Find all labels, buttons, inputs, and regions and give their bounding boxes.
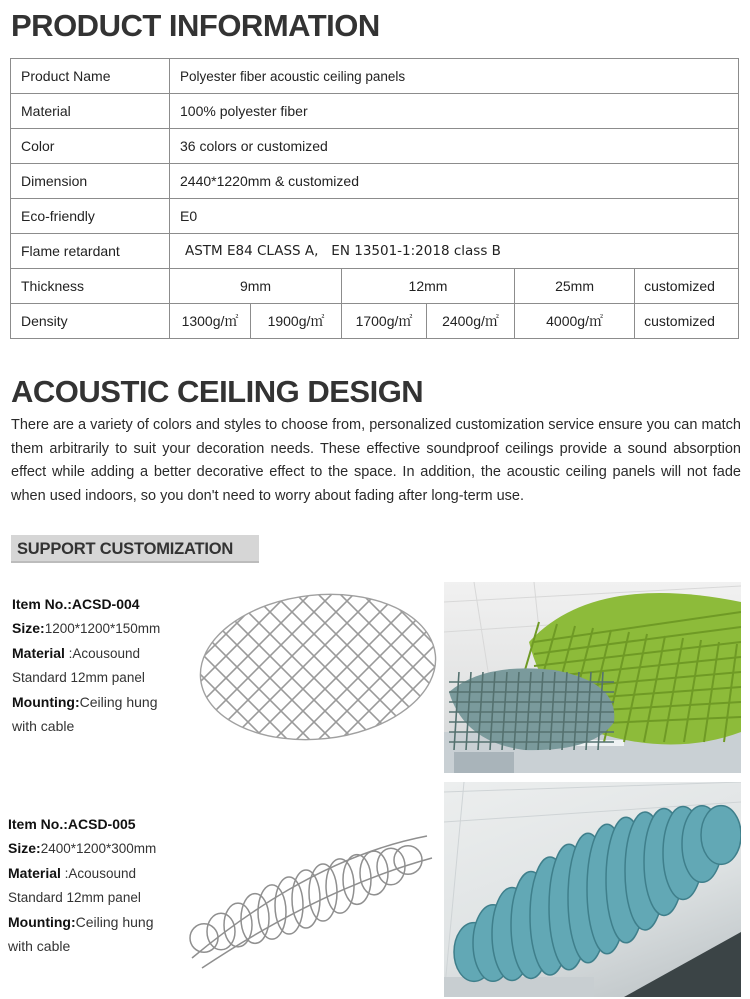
spec-value: Polyester fiber acoustic ceiling panels — [170, 59, 739, 94]
spec-value: 2440*1220mm & customized — [170, 164, 739, 199]
acsd-005-wireframe-sketch — [182, 818, 440, 978]
table-row — [11, 234, 739, 269]
size-label: Size: — [12, 620, 45, 636]
thickness-cell: 9mm — [170, 269, 342, 304]
item-no-label: Item No.: — [8, 816, 68, 832]
thickness-cell: customized — [635, 269, 739, 304]
item-no-label: Item No.: — [12, 596, 72, 612]
mounting-label: Mounting: — [8, 914, 76, 930]
acsd-005-installed-photo — [444, 782, 741, 997]
table-row — [11, 59, 739, 94]
thickness-cell: 12mm — [342, 269, 515, 304]
product-information-title: PRODUCT INFORMATION — [11, 8, 380, 43]
spec-value: ASTM E84 CLASS A, EN 13501-1:2018 class B — [170, 234, 739, 269]
size-label: Size: — [8, 840, 41, 856]
mounting-value: Ceiling hung — [75, 914, 154, 930]
item-no-value: ACSD-004 — [71, 596, 140, 612]
table-row — [11, 94, 739, 129]
material-label: Material — [8, 865, 61, 881]
material-value: :Acousound — [60, 866, 136, 881]
spec-value: E0 — [170, 199, 739, 234]
acoustic-ceiling-design-title: ACOUSTIC CEILING DESIGN — [11, 374, 424, 409]
spec-label: Eco-friendly — [11, 199, 170, 234]
spec-label: Flame retardant — [11, 234, 170, 269]
thickness-cell: 25mm — [515, 269, 635, 304]
item-acsd-004-details — [12, 592, 197, 738]
density-cell: 1900g/㎡ — [251, 304, 342, 339]
mounting-value-line2: with cable — [8, 938, 71, 954]
density-cell: 4000g/㎡ — [515, 304, 635, 339]
density-cell: 1300g/㎡ — [170, 304, 251, 339]
item-no-value: ACSD-005 — [67, 816, 136, 832]
size-value: 1200*1200*150mm — [44, 621, 161, 636]
intro-paragraph: There are a variety of colors and styles to choose from, personalized customization service ensure you can match them arbitrarily to suit your decoration needs. These effective soundproof ceilings provide a sound absorption effect while adding a better decorative effect to the space. In addition, the acoustic ceiling panels will not fade when used indoors, so you don't need to worry about fading after long-term use. — [11, 417, 741, 504]
table-row — [11, 164, 739, 199]
density-cell: 1700g/㎡ — [342, 304, 427, 339]
spec-label: Product Name — [11, 59, 170, 94]
table-row — [11, 129, 739, 164]
spec-label: Dimension — [11, 164, 170, 199]
spec-value: 100% polyester fiber — [170, 94, 739, 129]
table-row — [11, 199, 739, 234]
spec-label: Density — [11, 304, 170, 339]
spec-value: 36 colors or customized — [170, 129, 739, 164]
acsd-004-installed-photo — [444, 582, 741, 773]
density-cell: customized — [635, 304, 739, 339]
mounting-value: Ceiling hung — [79, 694, 158, 710]
material-value: :Acousound — [64, 646, 140, 661]
material-value-line2: Standard 12mm panel — [8, 890, 141, 905]
table-row — [11, 269, 739, 304]
density-cell: 2400g/㎡ — [427, 304, 515, 339]
material-label: Material — [12, 645, 65, 661]
size-value: 2400*1200*300mm — [40, 841, 157, 856]
mounting-value-line2: with cable — [12, 718, 75, 734]
spec-label: Thickness — [11, 269, 170, 304]
material-value-line2: Standard 12mm panel — [12, 670, 145, 685]
acsd-004-wireframe-sketch — [196, 582, 440, 752]
spec-label: Color — [11, 129, 170, 164]
spec-label: Material — [11, 94, 170, 129]
support-customization-badge — [11, 535, 259, 563]
item-acsd-005-details — [8, 812, 198, 958]
table-row — [11, 304, 739, 339]
spec-table — [10, 58, 739, 339]
mounting-label: Mounting: — [12, 694, 80, 710]
badge-label: SUPPORT CUSTOMIZATION — [17, 540, 234, 558]
